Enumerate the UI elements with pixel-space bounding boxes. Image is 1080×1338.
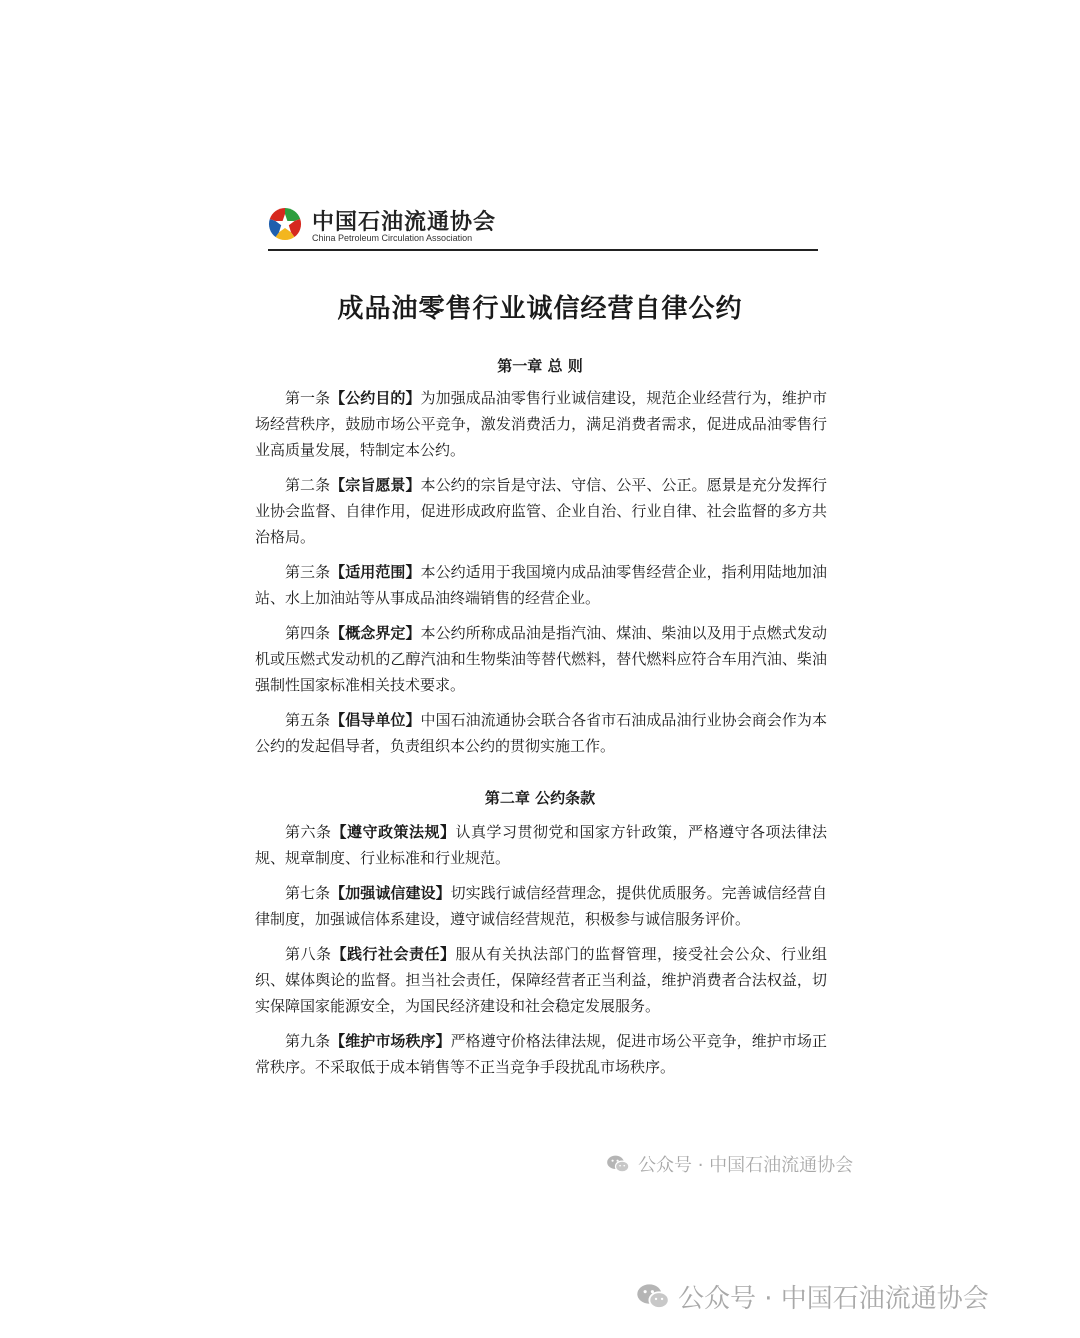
article-number: 第一条 (285, 389, 331, 407)
watermark-small (606, 1151, 853, 1177)
article-paragraph (255, 620, 827, 698)
article-title: 【维护市场秩序】 (330, 1032, 451, 1050)
article-paragraph (255, 941, 827, 1019)
article-paragraph (255, 559, 827, 611)
article-text: 服从有关执法部门的监督管理，接受社会公众、行业组织、媒体舆论的监督。担当社会责任，保障经营者正当利益，维护消费者合法权益，切实保障国家能源安全，为国民经济建设和社会稳定发展服务。 (255, 945, 827, 1015)
document-title: 成品油零售行业诚信经营自律公约 (337, 294, 743, 324)
header-divider (268, 249, 818, 251)
article-number: 第三条 (285, 563, 331, 581)
org-name-cn: 中国石油流通协会 (312, 210, 497, 235)
article-number: 第六条 (285, 823, 332, 841)
chapter-2-body (255, 819, 827, 1089)
chapter-heading: 第二章 公约条款 (484, 789, 596, 807)
chapter-heading: 第一章 总 则 (497, 357, 583, 375)
article-title: 【践行社会责任】 (331, 945, 456, 963)
watermark-large (636, 1278, 989, 1315)
association-logo-icon (268, 207, 302, 241)
article-number: 第七条 (285, 884, 331, 902)
article-number: 第五条 (285, 711, 331, 729)
chapter-1-body (255, 385, 827, 768)
article-text: 为加强成品油零售行业诚信建设，规范企业经营行为，维护市场经营秩序，鼓励市场公平竞争，激发消费活力，满足消费者需求，促进成品油零售行业高质量发展，特制定本公约。 (255, 389, 827, 459)
article-text: 切实践行诚信经营理念，提供优质服务。完善诚信经营自律制度，加强诚信体系建设，遵守诚信经营规范，积极参与诚信服务评价。 (255, 884, 827, 928)
document-header (268, 203, 818, 251)
article-number: 第二条 (285, 476, 331, 494)
wechat-icon (606, 1154, 630, 1174)
article-paragraph (255, 385, 827, 463)
article-number: 第四条 (285, 624, 331, 642)
article-title: 【适用范围】 (330, 563, 421, 581)
article-paragraph (255, 819, 827, 871)
article-number: 第九条 (285, 1032, 331, 1050)
article-paragraph (255, 707, 827, 759)
article-paragraph (255, 1028, 827, 1080)
article-text: 本公约适用于我国境内成品油零售经营企业，指利用陆地加油站、水上加油站等从事成品油终端销售的经营企业。 (255, 563, 827, 607)
wechat-icon (636, 1282, 670, 1311)
article-paragraph (255, 880, 827, 932)
article-title: 【概念界定】 (330, 624, 421, 642)
org-name-en: China Petroleum Circulation Association (312, 233, 473, 243)
article-text: 中国石油流通协会联合各省市石油成品油行业协会商会作为本公约的发起倡导者，负责组织本公约的贯彻实施工作。 (255, 711, 827, 755)
article-text: 本公约的宗旨是守法、守信、公平、公正。愿景是充分发挥行业协会监督、自律作用，促进形成政府监管、企业自治、行业自律、社会监督的多方共治格局。 (255, 476, 827, 546)
article-number: 第八条 (285, 945, 332, 963)
article-text: 本公约所称成品油是指汽油、煤油、柴油以及用于点燃式发动机或压燃式发动机的乙醇汽油和生物柴油等替代燃料，替代燃料应符合车用汽油、柴油强制性国家标准相关技术要求。 (255, 624, 827, 694)
article-text: 认真学习贯彻党和国家方针政策，严格遵守各项法律法规、规章制度、行业标准和行业规范。 (255, 823, 827, 867)
article-title: 【宗旨愿景】 (330, 476, 421, 494)
article-title: 【公约目的】 (330, 389, 421, 407)
article-title: 【加强诚信建设】 (330, 884, 451, 902)
article-text: 严格遵守价格法律法规，促进市场公平竞争，维护市场正常秩序。不采取低于成本销售等不正当竞争手段扰乱市场秩序。 (255, 1032, 827, 1076)
article-paragraph (255, 472, 827, 550)
article-title: 【遵守政策法规】 (331, 823, 456, 841)
article-title: 【倡导单位】 (330, 711, 421, 729)
watermark-text: 公众号 · 中国石油流通协会 (638, 1155, 854, 1176)
watermark-text: 公众号 · 中国石油流通协会 (678, 1284, 989, 1314)
